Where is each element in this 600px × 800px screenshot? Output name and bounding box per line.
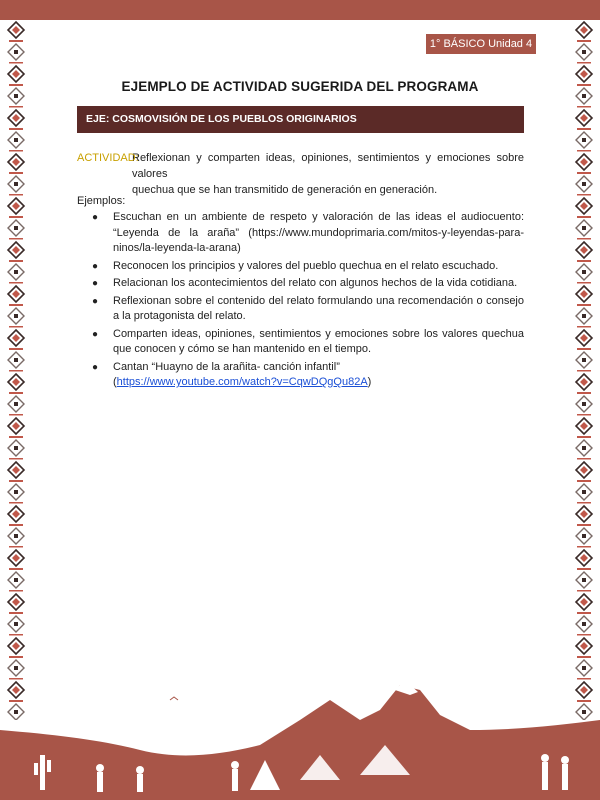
footer-andean-landscape-illustration	[0, 660, 600, 800]
list-item	[92, 360, 524, 391]
bullet-icon: ●	[92, 295, 99, 307]
bullet-icon: ●	[92, 278, 99, 289]
list-item-text: Escuchan en un ambiente de respeto y valoración de las ideas el audiocuento: “Leyenda de la araña” (https://www.mundoprimaria.com/mitos-y-leyendas-para-ninos/la-leyenda-la-arana)	[113, 211, 524, 254]
list-item-text: Relacionan los acontecimientos del relato con algunos hechos de la vida cotidiana.	[113, 277, 518, 289]
examples-list	[92, 210, 524, 393]
examples-label: Ejemplos:	[77, 195, 126, 207]
youtube-link[interactable]: https://www.youtube.com/watch?v=CqwDQgQu82A	[116, 376, 368, 388]
page-title: EJEMPLO DE ACTIVIDAD SUGERIDA DEL PROGRAMA	[121, 79, 479, 94]
list-item	[92, 294, 524, 325]
axis-heading-bar: EJE: COSMOVISIÓN DE LOS PUEBLOS ORIGINARIOS	[77, 106, 524, 133]
list-item	[92, 259, 524, 275]
link-open-paren: (	[113, 376, 117, 388]
list-item-text: Reflexionan sobre el contenido del relato formulando una recomendación o consejo a la protagonista del relato.	[113, 294, 524, 322]
grade-unit-tab: 1° BÁSICO Unidad 4	[426, 34, 536, 54]
activity-label: ACTIVIDAD:	[77, 152, 139, 164]
bullet-icon: ●	[92, 212, 99, 223]
activity-line-2: quechua que se han transmitido de generación en generación.	[132, 184, 438, 196]
bullet-icon: ●	[92, 361, 99, 373]
list-item-text: Reconocen los principios y valores del pueblo quechua en el relato escuchado.	[113, 259, 499, 272]
link-close-paren: )	[367, 376, 372, 388]
bullet-icon: ●	[92, 328, 99, 340]
right-andean-pattern-border	[574, 20, 594, 720]
activity-text	[77, 150, 524, 198]
list-item-text: Cantan “Huayno de la arañita- canción infantil”	[113, 360, 340, 373]
list-item	[92, 276, 524, 292]
left-andean-pattern-border	[6, 20, 26, 720]
activity-line-1: Reflexionan y comparten ideas, opiniones, sentimientos y emociones sobre valores	[132, 152, 524, 180]
list-item	[92, 327, 524, 358]
bullet-icon: ●	[92, 260, 99, 272]
list-item	[92, 210, 524, 257]
list-item-text: Comparten ideas, opiniones, sentimientos y emociones sobre los valores quechua que conocen y cómo se han mantenido en el tiempo.	[113, 327, 524, 355]
top-banner	[0, 0, 600, 20]
activity-block	[77, 150, 524, 198]
